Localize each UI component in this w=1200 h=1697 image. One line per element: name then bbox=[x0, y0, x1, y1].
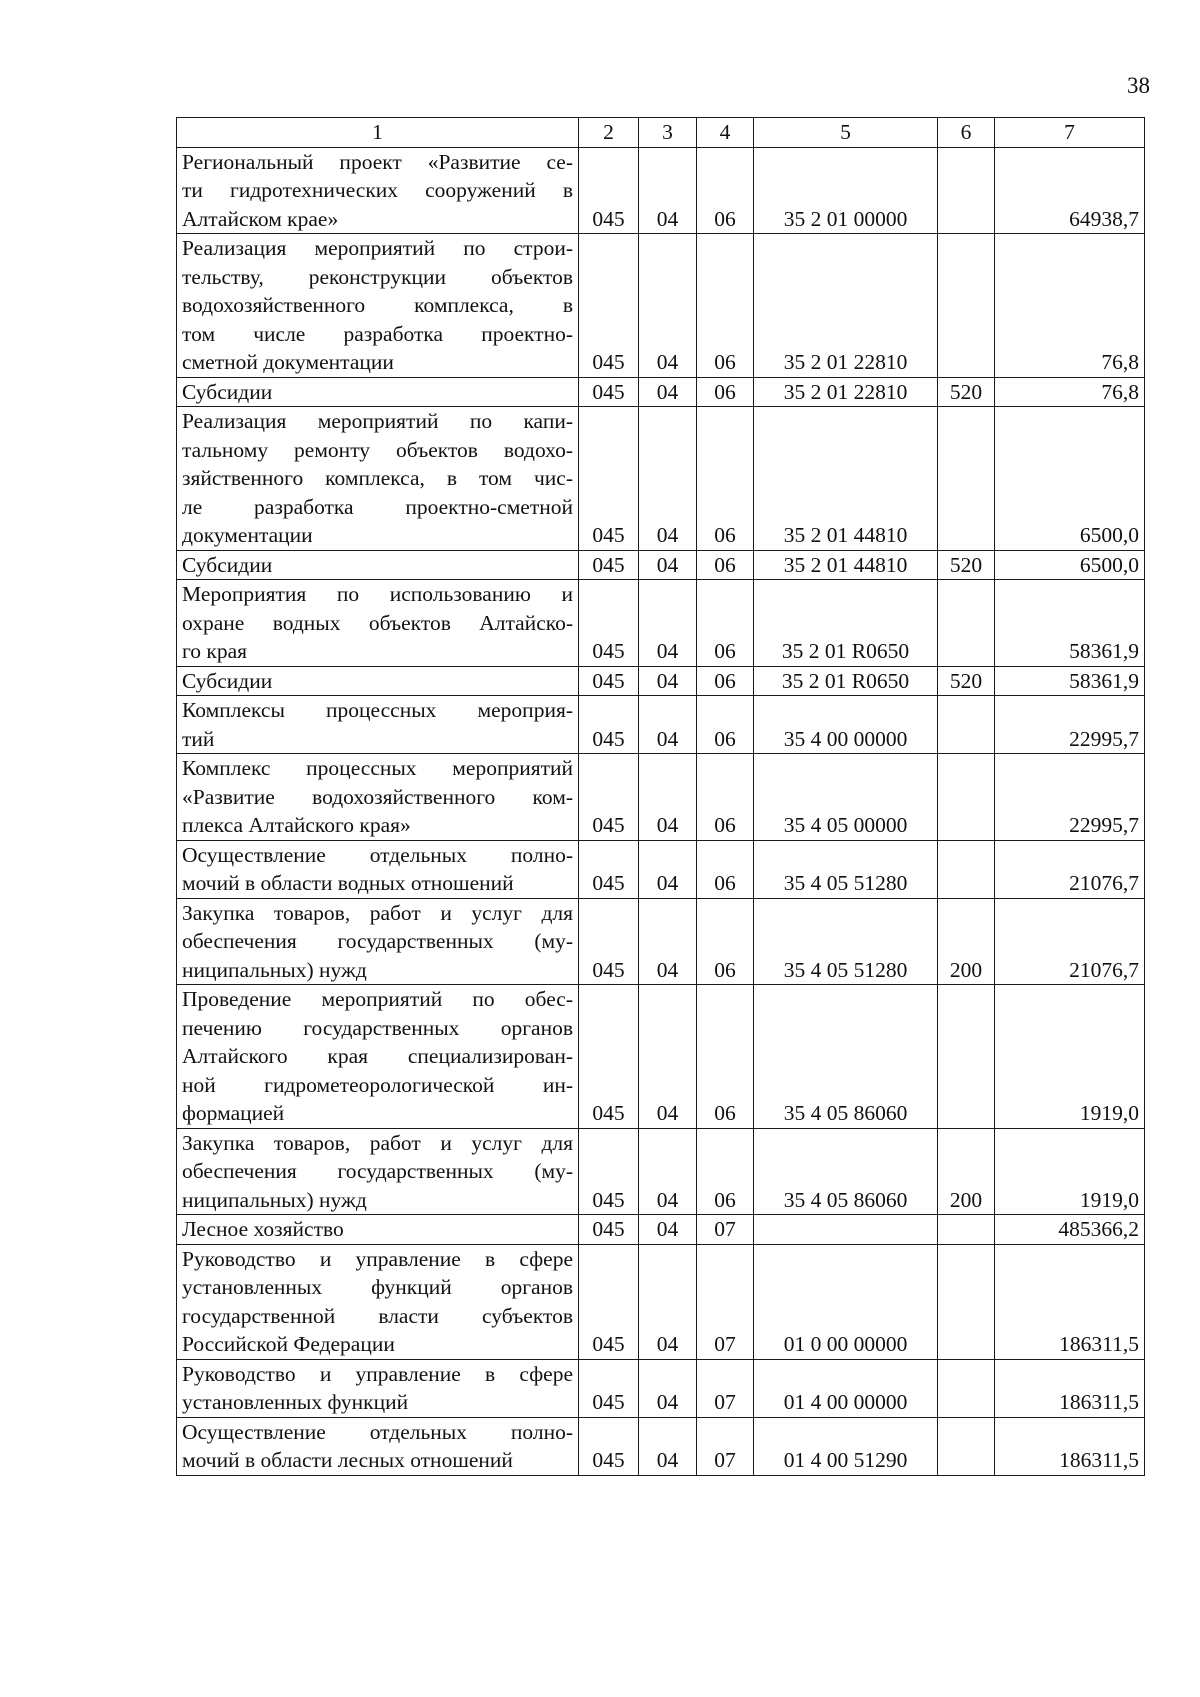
section-code-cell: 04 bbox=[639, 696, 697, 754]
section-code-cell: 04 bbox=[639, 147, 697, 234]
section-code-cell: 04 bbox=[639, 666, 697, 696]
item-name-line: Закупка товаров, работ и услуг для bbox=[182, 900, 573, 925]
item-name-line: Руководство и управление в сфере bbox=[182, 1361, 573, 1386]
item-name-cell bbox=[177, 666, 579, 696]
target-item-code-cell: 35 2 01 22810 bbox=[754, 377, 938, 407]
target-item-code-cell: 35 2 01 R0650 bbox=[754, 580, 938, 667]
amount-cell: 1919,0 bbox=[995, 985, 1145, 1129]
target-item-code-cell: 35 4 05 86060 bbox=[754, 985, 938, 1129]
item-name-line: обеспечения государственных (му- bbox=[182, 1159, 573, 1183]
amount-cell: 6500,0 bbox=[995, 407, 1145, 551]
item-name-line: охране водных объектов Алтайско- bbox=[182, 610, 573, 635]
adm-code-cell: 045 bbox=[579, 1244, 639, 1359]
table-row bbox=[177, 1244, 1145, 1359]
header-row bbox=[177, 118, 1145, 148]
item-name-line: ниципальных) нужд bbox=[182, 957, 367, 982]
item-name-line: «Развитие водохозяйственного ком- bbox=[182, 784, 573, 809]
table-row bbox=[177, 840, 1145, 898]
expense-type-code-cell: 520 bbox=[938, 550, 995, 580]
item-name-line: зяйственного комплекса, в том чис- bbox=[182, 466, 573, 490]
item-name-line: мочий в области лесных отношений bbox=[182, 1448, 513, 1472]
target-item-code-cell: 35 4 00 00000 bbox=[754, 696, 938, 754]
item-name-line: Субсидии bbox=[182, 552, 273, 577]
adm-code-cell: 045 bbox=[579, 1128, 639, 1215]
expense-type-code-cell bbox=[938, 1215, 995, 1245]
target-item-code-cell: 35 2 01 R0650 bbox=[754, 666, 938, 696]
amount-cell: 186311,5 bbox=[995, 1417, 1145, 1475]
item-name-cell bbox=[177, 1128, 579, 1215]
adm-code-cell: 045 bbox=[579, 985, 639, 1129]
item-name-line: установленных функций органов bbox=[182, 1275, 573, 1299]
target-item-code-cell: 35 2 01 22810 bbox=[754, 234, 938, 378]
table-row bbox=[177, 666, 1145, 696]
item-name-line: тий bbox=[182, 726, 215, 751]
item-name-line: печению государственных органов bbox=[182, 1015, 573, 1040]
adm-code-cell: 045 bbox=[579, 377, 639, 407]
item-name-line: обеспечения государственных (му- bbox=[182, 929, 573, 953]
target-item-code-cell: 01 0 00 00000 bbox=[754, 1244, 938, 1359]
target-item-code-cell: 01 4 00 00000 bbox=[754, 1359, 938, 1417]
table-row bbox=[177, 377, 1145, 407]
amount-cell: 1919,0 bbox=[995, 1128, 1145, 1215]
subsection-code-cell: 06 bbox=[697, 754, 754, 841]
subsection-code-cell: 06 bbox=[697, 407, 754, 551]
section-code-cell: 04 bbox=[639, 754, 697, 841]
subsection-code-cell: 06 bbox=[697, 147, 754, 234]
section-code-cell: 04 bbox=[639, 985, 697, 1129]
item-name-line: водохозяйственного комплекса, в bbox=[182, 293, 573, 317]
item-name-cell bbox=[177, 1244, 579, 1359]
amount-cell: 64938,7 bbox=[995, 147, 1145, 234]
subsection-code-cell: 06 bbox=[697, 696, 754, 754]
amount-cell: 22995,7 bbox=[995, 696, 1145, 754]
section-code-cell: 04 bbox=[639, 234, 697, 378]
subsection-code-cell: 07 bbox=[697, 1244, 754, 1359]
item-name-line: тальному ремонту объектов водохо- bbox=[182, 437, 573, 462]
subsection-code-cell: 06 bbox=[697, 1128, 754, 1215]
section-code-cell: 04 bbox=[639, 580, 697, 667]
item-name-line: документации bbox=[182, 523, 313, 547]
expense-type-code-cell bbox=[938, 1244, 995, 1359]
amount-cell: 76,8 bbox=[995, 234, 1145, 378]
table-row bbox=[177, 580, 1145, 667]
expense-type-code-cell bbox=[938, 147, 995, 234]
item-name-cell bbox=[177, 550, 579, 580]
item-name-line: ле разработка проектно-сметной bbox=[182, 494, 573, 519]
section-code-cell: 04 bbox=[639, 1128, 697, 1215]
target-item-code-cell: 35 4 05 00000 bbox=[754, 754, 938, 841]
table-row bbox=[177, 407, 1145, 551]
item-name-line: Закупка товаров, работ и услуг для bbox=[182, 1130, 573, 1155]
amount-cell: 21076,7 bbox=[995, 840, 1145, 898]
table-row bbox=[177, 898, 1145, 985]
column-header-7: 7 bbox=[995, 118, 1145, 148]
adm-code-cell: 045 bbox=[579, 840, 639, 898]
budget-table bbox=[176, 117, 1145, 1476]
section-code-cell: 04 bbox=[639, 1244, 697, 1359]
amount-cell: 186311,5 bbox=[995, 1244, 1145, 1359]
item-name-line: Российской Федерации bbox=[182, 1332, 395, 1356]
item-name-cell bbox=[177, 580, 579, 667]
amount-cell: 485366,2 bbox=[995, 1215, 1145, 1245]
table-row bbox=[177, 147, 1145, 234]
subsection-code-cell: 07 bbox=[697, 1417, 754, 1475]
section-code-cell: 04 bbox=[639, 1215, 697, 1245]
adm-code-cell: 045 bbox=[579, 666, 639, 696]
amount-cell: 76,8 bbox=[995, 377, 1145, 407]
item-name-line: ти гидротехнических сооружений в bbox=[182, 178, 573, 202]
amount-cell: 186311,5 bbox=[995, 1359, 1145, 1417]
subsection-code-cell: 06 bbox=[697, 377, 754, 407]
table-row bbox=[177, 1417, 1145, 1475]
table-row bbox=[177, 985, 1145, 1129]
section-code-cell: 04 bbox=[639, 840, 697, 898]
amount-cell: 58361,9 bbox=[995, 580, 1145, 667]
item-name-line: Лесное хозяйство bbox=[182, 1217, 344, 1241]
item-name-line: Проведение мероприятий по обес- bbox=[182, 987, 573, 1011]
item-name-cell bbox=[177, 754, 579, 841]
subsection-code-cell: 06 bbox=[697, 898, 754, 985]
expense-type-code-cell bbox=[938, 580, 995, 667]
subsection-code-cell: 07 bbox=[697, 1359, 754, 1417]
item-name-line: Реализация мероприятий по строи- bbox=[182, 236, 573, 260]
item-name-line: Мероприятия по использованию и bbox=[182, 582, 573, 606]
item-name-line: плекса Алтайского края» bbox=[182, 813, 411, 837]
target-item-code-cell: 35 2 01 44810 bbox=[754, 550, 938, 580]
adm-code-cell: 045 bbox=[579, 580, 639, 667]
adm-code-cell: 045 bbox=[579, 1417, 639, 1475]
adm-code-cell: 045 bbox=[579, 898, 639, 985]
item-name-line: Алтайского края специализирован- bbox=[182, 1044, 573, 1068]
table-row bbox=[177, 234, 1145, 378]
item-name-cell bbox=[177, 1417, 579, 1475]
item-name-line: Региональный проект «Развитие се- bbox=[182, 149, 573, 174]
column-header-6: 6 bbox=[938, 118, 995, 148]
section-code-cell: 04 bbox=[639, 1417, 697, 1475]
item-name-line: Комплекс процессных мероприятий bbox=[182, 756, 573, 780]
expense-type-code-cell bbox=[938, 234, 995, 378]
expense-type-code-cell: 200 bbox=[938, 1128, 995, 1215]
column-header-4: 4 bbox=[697, 118, 754, 148]
subsection-code-cell: 06 bbox=[697, 234, 754, 378]
item-name-cell bbox=[177, 234, 579, 378]
table-row bbox=[177, 696, 1145, 754]
table-row bbox=[177, 1215, 1145, 1245]
expense-type-code-cell bbox=[938, 840, 995, 898]
target-item-code-cell: 35 2 01 44810 bbox=[754, 407, 938, 551]
expense-type-code-cell bbox=[938, 407, 995, 551]
item-name-cell bbox=[177, 840, 579, 898]
expense-type-code-cell: 520 bbox=[938, 377, 995, 407]
expense-type-code-cell bbox=[938, 754, 995, 841]
section-code-cell: 04 bbox=[639, 407, 697, 551]
target-item-code-cell: 35 2 01 00000 bbox=[754, 147, 938, 234]
subsection-code-cell: 07 bbox=[697, 1215, 754, 1245]
section-code-cell: 04 bbox=[639, 550, 697, 580]
page-number: 38 bbox=[1127, 73, 1150, 98]
amount-cell: 21076,7 bbox=[995, 898, 1145, 985]
item-name-line: формацией bbox=[182, 1101, 285, 1125]
item-name-line: Реализация мероприятий по капи- bbox=[182, 409, 573, 433]
target-item-code-cell: 01 4 00 51290 bbox=[754, 1417, 938, 1475]
adm-code-cell: 045 bbox=[579, 234, 639, 378]
target-item-code-cell bbox=[754, 1215, 938, 1245]
adm-code-cell: 045 bbox=[579, 1215, 639, 1245]
adm-code-cell: 045 bbox=[579, 550, 639, 580]
expense-type-code-cell bbox=[938, 1359, 995, 1417]
amount-cell: 58361,9 bbox=[995, 666, 1145, 696]
item-name-line: ниципальных) нужд bbox=[182, 1187, 367, 1212]
expense-type-code-cell bbox=[938, 985, 995, 1129]
item-name-cell bbox=[177, 147, 579, 234]
column-header-5: 5 bbox=[754, 118, 938, 148]
expense-type-code-cell: 200 bbox=[938, 898, 995, 985]
item-name-cell bbox=[177, 407, 579, 551]
amount-cell: 6500,0 bbox=[995, 550, 1145, 580]
item-name-line: сметной документации bbox=[182, 350, 394, 374]
adm-code-cell: 045 bbox=[579, 407, 639, 551]
section-code-cell: 04 bbox=[639, 1359, 697, 1417]
item-name-line: том числе разработка проектно- bbox=[182, 321, 573, 346]
target-item-code-cell: 35 4 05 51280 bbox=[754, 898, 938, 985]
item-name-line: го края bbox=[182, 639, 248, 663]
table-row bbox=[177, 1359, 1145, 1417]
item-name-line: государственной власти субъектов bbox=[182, 1303, 573, 1328]
expense-type-code-cell bbox=[938, 1417, 995, 1475]
table-row bbox=[177, 754, 1145, 841]
item-name-cell bbox=[177, 898, 579, 985]
item-name-cell bbox=[177, 1359, 579, 1417]
item-name-line: ной гидрометеорологической ин- bbox=[182, 1072, 573, 1097]
section-code-cell: 04 bbox=[639, 377, 697, 407]
expense-type-code-cell bbox=[938, 696, 995, 754]
amount-cell: 22995,7 bbox=[995, 754, 1145, 841]
subsection-code-cell: 06 bbox=[697, 580, 754, 667]
column-header-3: 3 bbox=[639, 118, 697, 148]
subsection-code-cell: 06 bbox=[697, 840, 754, 898]
item-name-line: Алтайском крае» bbox=[182, 206, 339, 231]
table-row bbox=[177, 550, 1145, 580]
adm-code-cell: 045 bbox=[579, 147, 639, 234]
item-name-line: Комплексы процессных мероприя- bbox=[182, 698, 573, 722]
item-name-line: установленных функций bbox=[182, 1390, 409, 1414]
item-name-line: Осуществление отдельных полно- bbox=[182, 1419, 573, 1444]
item-name-cell bbox=[177, 985, 579, 1129]
adm-code-cell: 045 bbox=[579, 754, 639, 841]
adm-code-cell: 045 bbox=[579, 696, 639, 754]
item-name-line: Осуществление отдельных полно- bbox=[182, 842, 573, 867]
table-body bbox=[177, 147, 1145, 1475]
adm-code-cell: 045 bbox=[579, 1359, 639, 1417]
subsection-code-cell: 06 bbox=[697, 666, 754, 696]
item-name-line: тельству, реконструкции объектов bbox=[182, 264, 573, 289]
column-header-1: 1 bbox=[177, 118, 579, 148]
item-name-line: мочий в области водных отношений bbox=[182, 871, 514, 895]
column-header-2: 2 bbox=[579, 118, 639, 148]
item-name-cell bbox=[177, 1215, 579, 1245]
subsection-code-cell: 06 bbox=[697, 550, 754, 580]
target-item-code-cell: 35 4 05 51280 bbox=[754, 840, 938, 898]
section-code-cell: 04 bbox=[639, 898, 697, 985]
target-item-code-cell: 35 4 05 86060 bbox=[754, 1128, 938, 1215]
item-name-cell bbox=[177, 377, 579, 407]
subsection-code-cell: 06 bbox=[697, 985, 754, 1129]
expense-type-code-cell: 520 bbox=[938, 666, 995, 696]
item-name-line: Субсидии bbox=[182, 668, 273, 693]
table-row bbox=[177, 1128, 1145, 1215]
item-name-line: Руководство и управление в сфере bbox=[182, 1246, 573, 1271]
item-name-cell bbox=[177, 696, 579, 754]
item-name-line: Субсидии bbox=[182, 379, 273, 404]
